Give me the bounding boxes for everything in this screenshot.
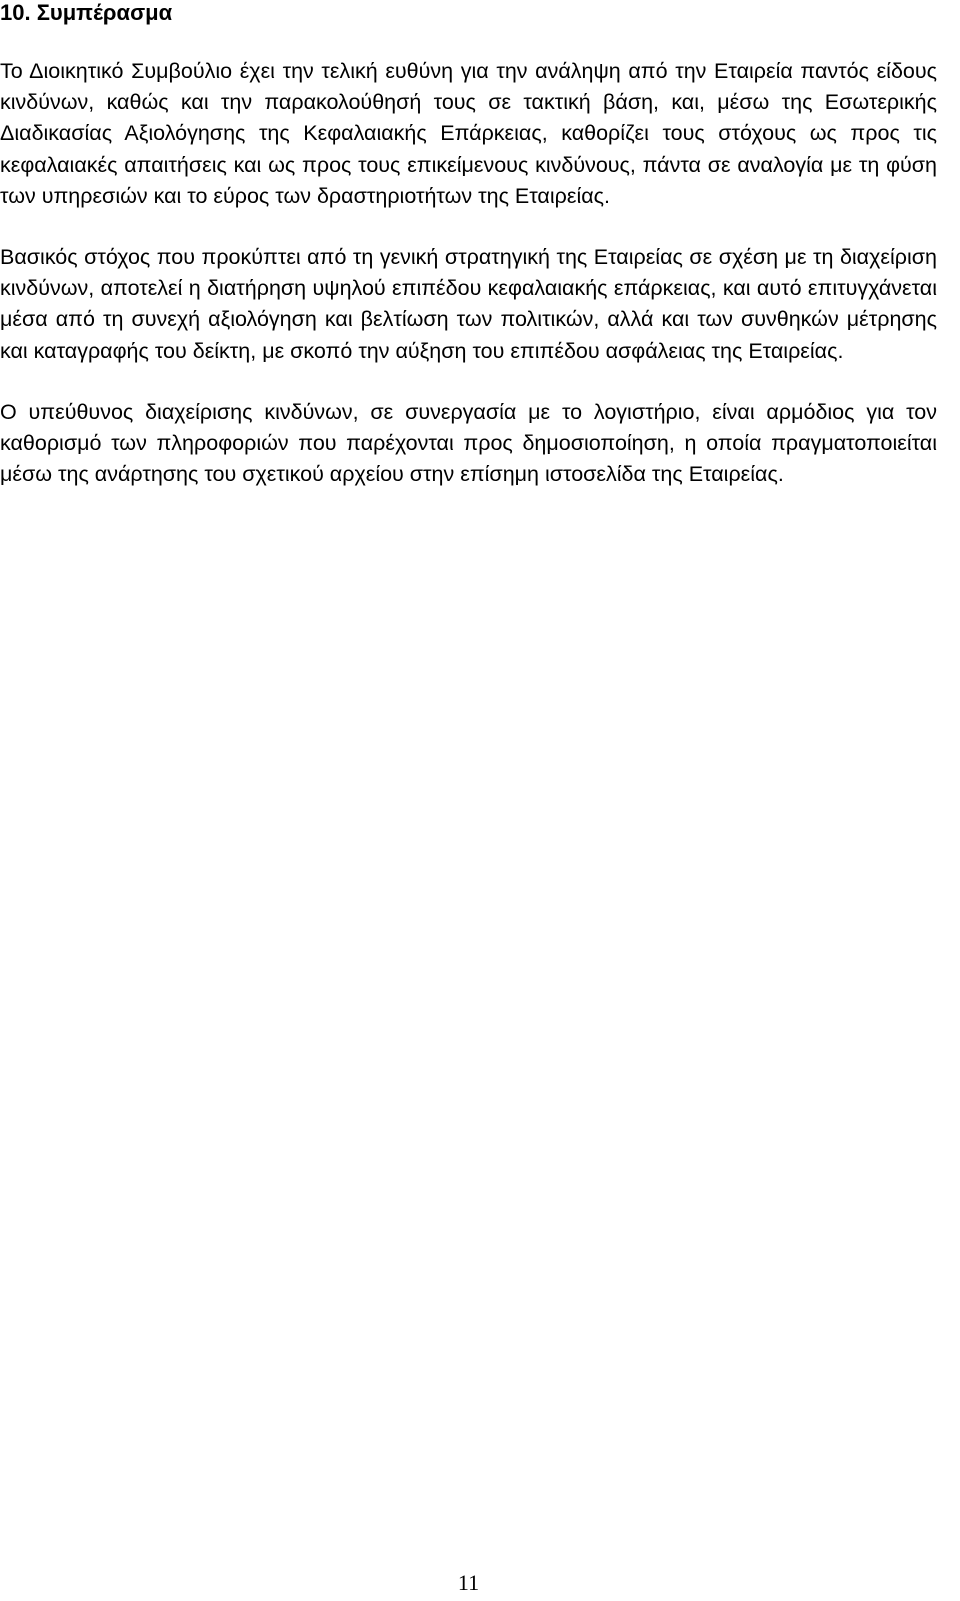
page-number: 11: [457, 1570, 480, 1595]
paragraph: Ο υπεύθυνος διαχείρισης κινδύνων, σε συνεργασία με το λογιστήριο, είναι αρμόδιος για τον καθορισμό των πληροφοριών που παρέχονται προς δημοσιοποίηση, η οποία πραγματοποιείται μέσω της ανάρτησης του σχετικού αρχείου στην επίσημη ιστοσελίδα της Εταιρείας.: [0, 399, 937, 487]
paragraph: Βασικός στόχος που προκύπτει από τη γενική στρατηγική της Εταιρείας σε σχέση με τη διαχείριση κινδύνων, αποτελεί η διατήρηση υψηλού επιπέδου κεφαλαιακής επάρκειας, και αυτό επιτυγχάνεται μέσα από τη συνεχή αξιολόγηση και βελτίωση των πολιτικών, αλλά και των συνθηκών μέτρησης και καταγραφής του δείκτη, με σκοπό την αύξηση του επιπέδου ασφάλειας της Εταιρείας.: [0, 245, 937, 363]
section-heading: 10. Συμπέρασμα: [0, 0, 173, 25]
document-body: [0, 0, 937, 490]
paragraph: Το Διοικητικό Συμβούλιο έχει την τελική ευθύνη για την ανάληψη από την Εταιρεία παντός είδους κινδύνων, καθώς και την παρακολούθησή τους σε τακτική βάση, και, μέσω της Εσωτερικής Διαδικασίας Αξιολόγησης της Κεφαλαιακής Επάρκειας, καθορίζει τους στόχους ως προς τις κεφαλαιακές απαιτήσεις και ως προς τους επικείμενους κινδύνους, πάντα σε αναλογία με τη φύση των υπηρεσιών και το εύρος των δραστηριοτήτων της Εταιρείας.: [0, 59, 937, 208]
